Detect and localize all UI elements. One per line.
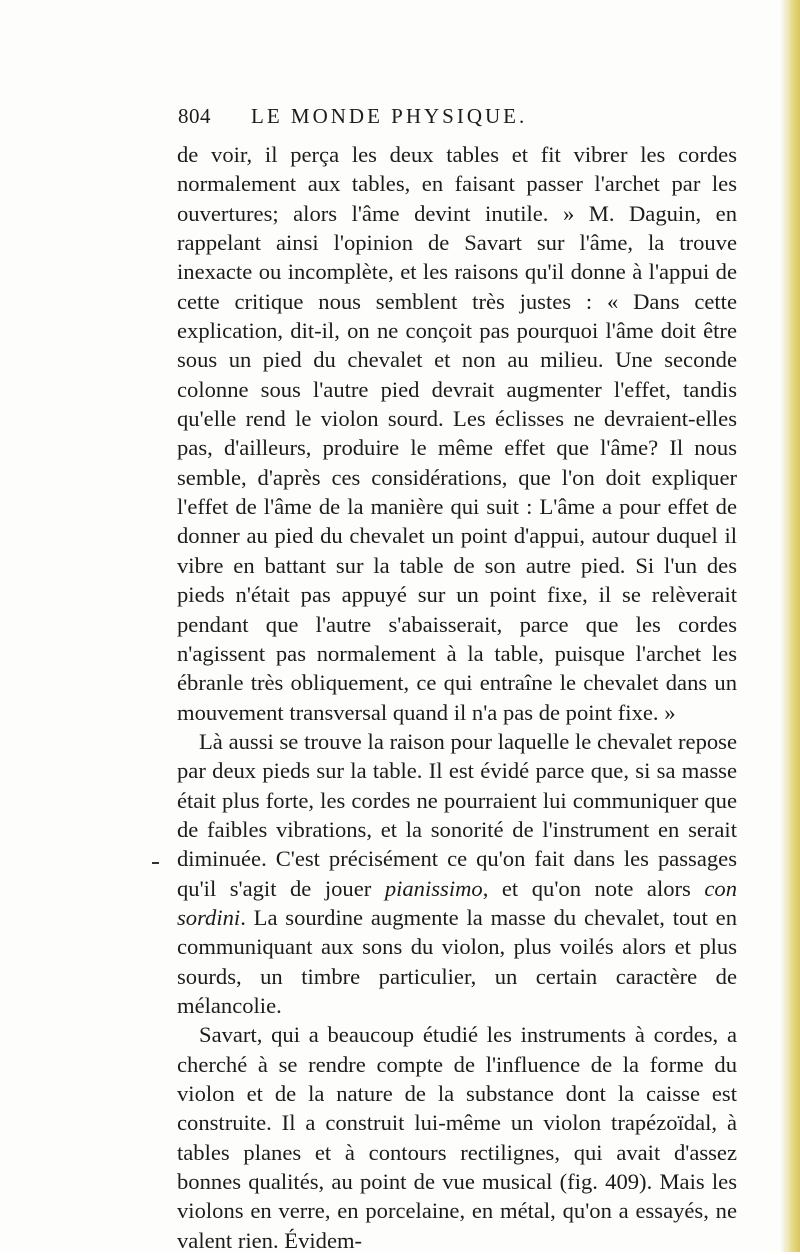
paragraph-3	[177, 1020, 737, 1255]
running-header	[178, 104, 738, 134]
paragraph-2-text-a: Là aussi se trouve la raison pour laquelle le chevalet repose par deux pieds sur la table. Il est évidé parce que, si sa masse était plus forte, les cordes ne pourraient lui communiquer que de faibles vibrations, et la sonorité de l'instrument en serait diminuée. C'est précisément ce qu'on fait dans les passages qu'il s'agit de jouer	[177, 728, 737, 901]
italic-con-sordini: con sordini	[177, 875, 738, 930]
paragraph-1	[177, 140, 737, 727]
paragraph-2	[177, 727, 737, 1020]
paragraph-2-text-c: . La sourdine augmente la masse du chevalet, tout en communiquant aux sons du violon, plus voilés alors et plus sourds, un timbre particulier, un certain caractère de mélancolie.	[177, 904, 737, 1018]
margin-mark	[152, 862, 159, 864]
body-text	[177, 140, 737, 1255]
paragraph-1-text: de voir, il perça les deux tables et fit vibrer les cordes normalement aux tables, en faisant passer l'archet par les ouvertures; alors l'âme devint inutile. » M. Daguin, en rappelant ainsi l'opinion de Savart sur l'âme, la trouve inexacte ou incomplète, et les raisons qu'il donne à l'appui de cette critique nous semblent très justes : « Dans cette explication, dit-il, on ne conçoit pas pourquoi l'âme doit être sous un pied du chevalet et non au milieu. Une seconde colonne sous l'autre pied devrait augmenter l'effet, tandis qu'elle rend le violon sourd. Les éclisses ne devraient-elles pas, d'ailleurs, produire le même effet que l'âme? Il nous semble, d'après ces considérations, que l'on doit expliquer l'effet de l'âme de la manière qui suit : L'âme a pour effet de donner au pied du chevalet un point d'appui, autour duquel il vibre en battant sur la table de son autre pied. Si l'un des pieds n'était pas appuyé sur un point fixe, il se relèverait pendant que l'autre s'abaisserait, parce que les cordes n'agissent pas normalement à la table, puisque l'archet les ébranle très obliquement, ce qui entraîne le chevalet dans un mouvement transversal quand il n'a pas de point fixe. »	[177, 142, 737, 725]
page-edge	[786, 0, 800, 1252]
running-title: LE MONDE PHYSIQUE.	[251, 104, 528, 128]
page-number: 804	[178, 104, 211, 128]
paragraph-2-text-b: , et qu'on note alors	[482, 875, 691, 901]
italic-pianissimo: pianissimo	[384, 875, 483, 901]
paragraph-3-text: Savart, qui a beaucoup étudié les instruments à cordes, a cherché à se rendre compte de l'influence de la forme du violon et de la nature de la substance dont la caisse est construite. Il a construit lui-même un violon trapézoïdal, à tables planes et à contours rectilignes, qui avait d'assez bonnes qualités, au point de vue musical (fig. 409). Mais les violons en verre, en porcelaine, en métal, qu'on a essayés, ne valent rien. Évidem-	[177, 1022, 737, 1253]
